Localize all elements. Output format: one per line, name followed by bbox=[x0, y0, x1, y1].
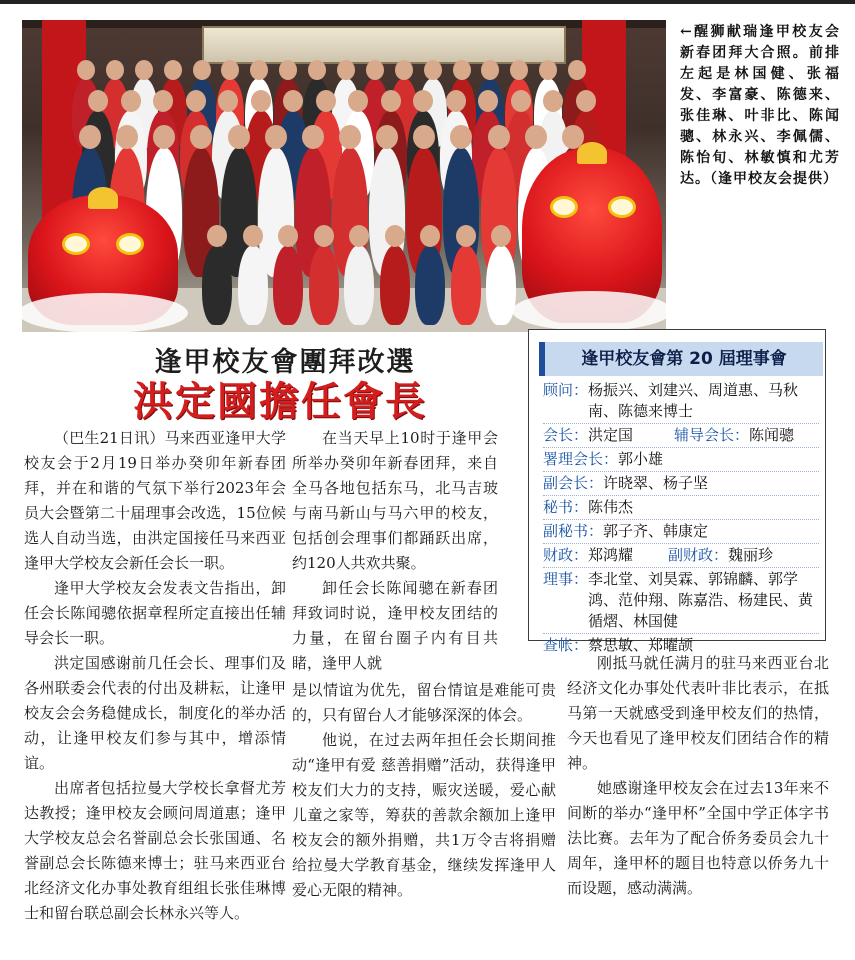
crowd-person-head bbox=[283, 90, 303, 112]
crowd-person-head bbox=[243, 225, 263, 247]
crowd-person-head bbox=[228, 125, 250, 149]
headline-subtitle: 逢甲校友會團拜改選 bbox=[154, 347, 416, 378]
committee-row-auditors bbox=[543, 635, 819, 656]
lion-dance-head-left bbox=[28, 195, 178, 325]
crowd-person bbox=[415, 245, 445, 325]
committee-member-names: 郑鸿耀 bbox=[588, 546, 634, 564]
article-paragraph: 他说，在过去两年担任会长期间推动“逢甲有爱 慈善捐赠”活动，获得逢甲校友们大力的支持，赈灾送暖，爱心献儿童之家等，筹获的善款余额加上逢甲校友会的额外捐赠，共1万令吉将捐赠给拉曼大学教育基金，继续发挥逢甲人爱心无限的精神。 bbox=[292, 731, 556, 899]
article-paragraph: 是以情谊为优先，留台情谊是难能可贵的，只有留台人才能够深深的体会。 bbox=[292, 681, 556, 724]
crowd-person bbox=[238, 245, 268, 325]
article-paragraph: 出席者包括拉曼大学校长拿督尤芳达教授；逢甲校友会顾问周道惠；逢甲大学校友总会名誉副总会长张国通、名誉副总会长陈德来博士；驻马来西亚台北经济文化办事处教育组组长张佳琳博士和留台联总副会长林永兴等人。 bbox=[24, 779, 286, 922]
committee-row-advisors bbox=[543, 380, 819, 422]
divider bbox=[543, 495, 819, 496]
crowd-person-head bbox=[308, 60, 326, 80]
crowd-person-head bbox=[348, 90, 368, 112]
crowd-person-head bbox=[525, 125, 547, 149]
crowd-person-head bbox=[116, 125, 138, 149]
crowd-person-head bbox=[106, 60, 124, 80]
photo-caption: ←醒狮献瑞逢甲校友会新春团拜大合照。前排左起是林国健、张福发、李富豪、陈德来、张佳琳、叶非比、陈闻骢、林永兴、李佩儒、陈怡旬、林敏慎和尤芳达。（逢甲校友会提供） bbox=[680, 24, 840, 187]
committee-member-names: 蔡思敏、郑曜颉 bbox=[588, 636, 694, 654]
divider bbox=[543, 567, 819, 568]
committee-info-box bbox=[528, 329, 826, 654]
crowd-person-head bbox=[251, 90, 271, 112]
committee-member-names: 魏丽珍 bbox=[728, 546, 774, 564]
article-paragraph: 她感谢逢甲校友会在过去13年来不间断的举办“逢甲杯”全国中学正体字书法比赛。去年为了配合侨务委员会九十周年，逢甲杯的题目也特意以侨务九十而设题，感动满满。 bbox=[567, 779, 829, 897]
committee-role-label: 副秘书： bbox=[543, 522, 604, 540]
committee-role-label: 署理会长： bbox=[543, 450, 619, 468]
committee-member-names: 陈伟杰 bbox=[588, 498, 634, 516]
crowd-person bbox=[202, 245, 232, 325]
committee-box-title: 逢甲校友會第 20 屆理事會 bbox=[539, 342, 823, 376]
committee-role-label: 秘书： bbox=[543, 498, 589, 516]
crowd-person-head bbox=[385, 225, 405, 247]
committee-member-names: 洪定国 bbox=[588, 426, 634, 444]
committee-row-secretary bbox=[543, 497, 819, 518]
crowd-person-head bbox=[456, 225, 476, 247]
crowd-person-head bbox=[395, 60, 413, 80]
committee-role-label: 辅导会长： bbox=[674, 426, 750, 444]
committee-row-assistant-secretary bbox=[543, 521, 819, 542]
article-column-2 bbox=[292, 426, 498, 676]
crowd-person bbox=[380, 245, 410, 325]
committee-row-directors bbox=[543, 569, 819, 632]
crowd-person-head bbox=[539, 60, 557, 80]
committee-role-label: 会长： bbox=[543, 426, 589, 444]
crowd-person-head bbox=[337, 60, 355, 80]
crowd-person-head bbox=[121, 90, 141, 112]
group-photo bbox=[22, 20, 666, 332]
committee-member-names: 李北堂、刘昊霖、郭锦麟、郭学鸿、范仲翔、陈嘉浩、杨建民、黄循熠、林国健 bbox=[588, 570, 814, 630]
committee-list bbox=[543, 380, 819, 656]
article-paragraph: 逢甲大学校友会发表文告指出，卸任会长陈闻骢依据章程所定直接出任辅导会长一职。 bbox=[24, 579, 286, 647]
crowd-person-head bbox=[279, 60, 297, 80]
divider bbox=[543, 543, 819, 544]
crowd-person-head bbox=[446, 90, 466, 112]
crowd-person-head bbox=[413, 90, 433, 112]
crowd-person-head bbox=[186, 90, 206, 112]
crowd-person bbox=[273, 245, 303, 325]
committee-row-vice-presidents bbox=[543, 473, 819, 494]
committee-member-names: 郭小雄 bbox=[618, 450, 664, 468]
article-column-3 bbox=[567, 651, 829, 901]
crowd-person-head bbox=[339, 125, 361, 149]
committee-member-names: 陈闻骢 bbox=[749, 426, 795, 444]
crowd-person-head bbox=[135, 60, 153, 80]
article-paragraph: （巴生21日讯）马来西亚逢甲大学校友会于2月19日举办癸卯年新春团拜，并在和谐的气氛下举行2023年会员大会暨第二十届理事会改选，15位候选人自动当选，由洪定国接任马来西亚逢甲大学校友会新任会长一职。 bbox=[24, 429, 286, 572]
crowd-person-head bbox=[381, 90, 401, 112]
committee-role-label: 财政： bbox=[543, 546, 589, 564]
committee-row-president bbox=[543, 425, 819, 446]
committee-role-label: 顾问： bbox=[543, 381, 589, 399]
crowd-person-head bbox=[265, 125, 287, 149]
crowd-person-head bbox=[488, 125, 510, 149]
article-column-1 bbox=[24, 426, 286, 926]
divider bbox=[543, 447, 819, 448]
crowd-person-head bbox=[511, 90, 531, 112]
crowd-person-head bbox=[302, 125, 324, 149]
crowd-person-head bbox=[278, 225, 298, 247]
committee-member-names: 郭子齐、韩康定 bbox=[603, 522, 709, 540]
top-rule bbox=[0, 0, 855, 4]
committee-member-names: 杨振兴、刘建兴、周道惠、马秋南、陈德来博士 bbox=[588, 381, 799, 420]
article-paragraph: 刚抵马就任满月的驻马来西亚台北经济文化办事处代表叶非比表示，在抵马第一天就感受到逢甲校友们的热情，今天也看见了逢甲校友们团结合作的精神。 bbox=[567, 654, 829, 772]
article-column-2-continued bbox=[292, 678, 556, 903]
committee-role-label: 理事： bbox=[543, 570, 589, 588]
committee-member-names: 许晓翠、杨子坚 bbox=[603, 474, 709, 492]
crowd-person bbox=[344, 245, 374, 325]
crowd-person-head bbox=[250, 60, 268, 80]
crowd-person-head bbox=[576, 90, 596, 112]
crowd-person-head bbox=[376, 125, 398, 149]
committee-row-deputy-president bbox=[543, 449, 819, 470]
crowd-person-head bbox=[481, 60, 499, 80]
crowd-person bbox=[309, 245, 339, 325]
committee-row-treasurer bbox=[543, 545, 819, 566]
crowd-person-head bbox=[568, 60, 586, 80]
crowd-person-head bbox=[153, 90, 173, 112]
crowd-person-head bbox=[424, 60, 442, 80]
crowd-person-head bbox=[77, 60, 95, 80]
crowd-person-head bbox=[79, 125, 101, 149]
crowd-person bbox=[451, 245, 481, 325]
divider bbox=[543, 633, 819, 634]
crowd-person-head bbox=[453, 60, 471, 80]
crowd-person-head bbox=[207, 225, 227, 247]
photo-banner bbox=[202, 26, 566, 64]
crowd-person-head bbox=[164, 60, 182, 80]
divider bbox=[543, 519, 819, 520]
committee-role-label: 副财政： bbox=[668, 546, 729, 564]
crowd-person-head bbox=[193, 60, 211, 80]
crowd-person-head bbox=[366, 60, 384, 80]
crowd-person-head bbox=[314, 225, 334, 247]
divider bbox=[543, 423, 819, 424]
divider bbox=[543, 471, 819, 472]
crowd-person-head bbox=[543, 90, 563, 112]
committee-role-label: 副会长： bbox=[543, 474, 604, 492]
article-paragraph: 在当天早上10时于逢甲会所举办癸卯年新春团拜，来自全马各地包括东马，北马吉玻与南马新山与马六甲的校友，包括创会理事们都踊跃出席，约120人共欢共聚。 bbox=[292, 429, 498, 572]
article-paragraph: 洪定国感谢前几任会长、理事们及各州联委会代表的付出及耕耘，让逢甲校友会会务稳健成长，制度化的举办活动，让逢甲校友们参与其中，增添情谊。 bbox=[24, 654, 286, 772]
committee-role-label: 查帐： bbox=[543, 636, 589, 654]
crowd-person-head bbox=[316, 90, 336, 112]
crowd-person-head bbox=[88, 90, 108, 112]
crowd-person-head bbox=[221, 60, 239, 80]
crowd-person-head bbox=[478, 90, 498, 112]
crowd-person-head bbox=[510, 60, 528, 80]
lion-dance-head-right bbox=[522, 148, 662, 323]
crowd-person-head bbox=[218, 90, 238, 112]
article-paragraph: 卸任会长陈闻骢在新春团拜致词时说，逢甲校友团结的力量，在留台圈子内有目共睹，逢甲人就 bbox=[292, 579, 498, 672]
headline-title: 洪定國擔任會長 bbox=[133, 379, 427, 425]
